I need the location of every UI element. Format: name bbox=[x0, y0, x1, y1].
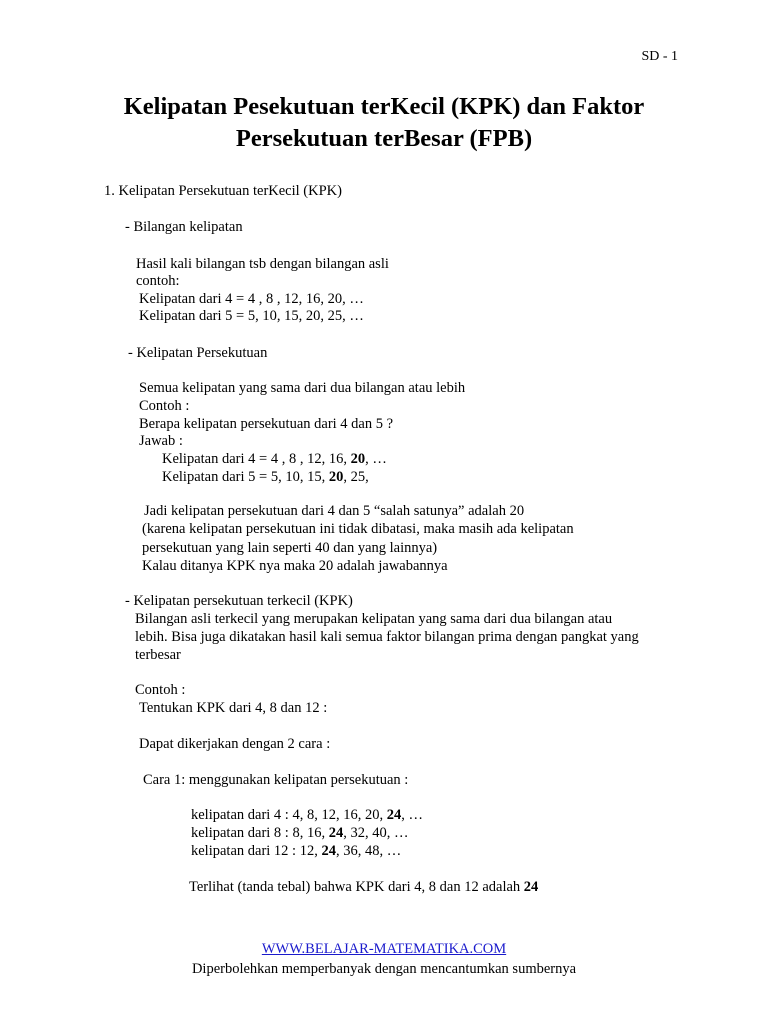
answer-line: Kelipatan dari 5 = 5, 10, 15, 20, 25, bbox=[162, 469, 369, 485]
page-title-line-1: Kelipatan Pesekutuan terKecil (KPK) dan Faktor bbox=[123, 93, 645, 120]
example-line: Kelipatan dari 4 = 4 , 8 , 12, 16, 20, … bbox=[139, 291, 364, 307]
subheading-kpk: - Kelipatan persekutuan terkecil (KPK) bbox=[125, 593, 353, 609]
subheading-bilangan-kelipatan: - Bilangan kelipatan bbox=[125, 219, 243, 235]
conclusion-line: Kalau ditanya KPK nya maka 20 adalah jawabannya bbox=[142, 558, 448, 574]
result-text: Terlihat (tanda tebal) bahwa KPK dari 4, 8 dan 12 adalah 24 bbox=[189, 879, 539, 895]
website-link[interactable]: WWW.BELAJAR-MATEMATIKA.COM bbox=[261, 941, 507, 957]
subheading-kelipatan-persekutuan: - Kelipatan Persekutuan bbox=[128, 345, 268, 361]
example-line: Kelipatan dari 5 = 5, 10, 15, 20, 25, … bbox=[139, 308, 364, 324]
footer-note: Diperbolehkan memperbanyak dengan mencantumkan sumbernya bbox=[191, 961, 577, 977]
page-title-line-2: Persekutuan terBesar (FPB) bbox=[235, 125, 533, 152]
definition-text: Hasil kali bilangan tsb dengan bilangan asli bbox=[136, 256, 389, 272]
task-text: Tentukan KPK dari 4, 8 dan 12 : bbox=[139, 700, 328, 716]
conclusion-line: persekutuan yang lain seperti 40 dan yang lainnya) bbox=[142, 540, 438, 556]
multiples-line: kelipatan dari 12 : 12, 24, 36, 48, … bbox=[191, 843, 402, 859]
question-text: Berapa kelipatan persekutuan dari 4 dan 5 ? bbox=[139, 416, 394, 432]
answer-line: Kelipatan dari 4 = 4 , 8 , 12, 16, 20, … bbox=[162, 451, 387, 467]
method-intro: Dapat dikerjakan dengan 2 cara : bbox=[139, 736, 331, 752]
conclusion-line: (karena kelipatan persekutuan ini tidak dibatasi, maka masih ada kelipatan bbox=[142, 521, 574, 537]
definition-text: Semua kelipatan yang sama dari dua bilangan atau lebih bbox=[139, 380, 466, 396]
multiples-line: kelipatan dari 8 : 8, 16, 24, 32, 40, … bbox=[191, 825, 409, 841]
example-label: Contoh : bbox=[135, 682, 186, 698]
example-label: Contoh : bbox=[139, 398, 190, 414]
example-label: contoh: bbox=[136, 273, 180, 289]
page-number: SD - 1 bbox=[641, 49, 678, 64]
multiples-line: kelipatan dari 4 : 4, 8, 12, 16, 20, 24, … bbox=[191, 807, 423, 823]
definition-text: terbesar bbox=[135, 647, 181, 663]
conclusion-line: Jadi kelipatan persekutuan dari 4 dan 5 “salah satunya” adalah 20 bbox=[144, 503, 525, 519]
definition-text: lebih. Bisa juga dikatakan hasil kali semua faktor bilangan prima dengan pangkat yang bbox=[135, 629, 639, 645]
answer-label: Jawab : bbox=[139, 433, 183, 449]
method-heading: Cara 1: menggunakan kelipatan persekutuan : bbox=[143, 772, 409, 788]
section-heading-kpk: 1. Kelipatan Persekutuan terKecil (KPK) bbox=[104, 183, 342, 199]
definition-text: Bilangan asli terkecil yang merupakan kelipatan yang sama dari dua bilangan atau bbox=[135, 611, 613, 627]
